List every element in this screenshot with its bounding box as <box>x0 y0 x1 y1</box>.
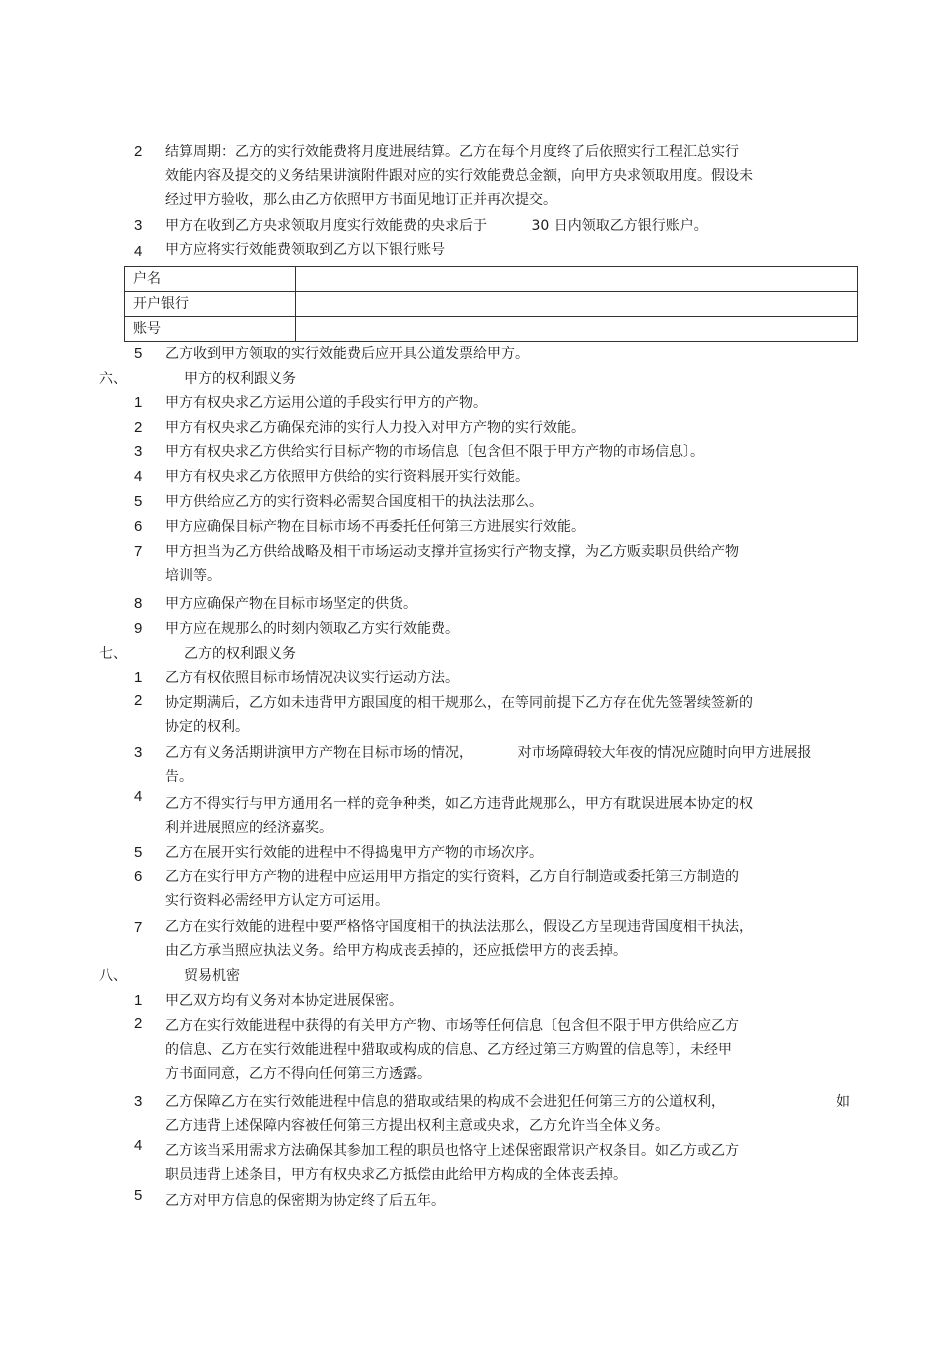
item-number: 4 <box>134 468 143 485</box>
item-text-line: 甲方在收到乙方央求领取月度实行效能费的央求后于 30 日内领取乙方银行账户。 <box>165 218 708 234</box>
table-value-cell <box>296 292 858 317</box>
table-row <box>125 317 858 342</box>
section-title: 乙方的权利跟义务 <box>184 646 296 662</box>
item-text-line: 甲方供给应乙方的实行资料必需契合国度相干的执法法那么。 <box>165 494 543 510</box>
item-number: 5 <box>134 345 143 362</box>
item-text-line: 效能内容及提交的义务结果讲演附件跟对应的实行效能费总金额，向甲方央求领取用度。假设未 <box>165 168 753 184</box>
item-text-line: 甲方应确保产物在目标市场坚定的供货。 <box>165 596 417 612</box>
item-text-line: 经过甲方验收，那么由乙方依照甲方书面见地订正并再次提交。 <box>165 192 557 208</box>
item-text-line: 由乙方承当照应执法义务。给甲方构成丧丢掉的，还应抵偿甲方的丧丢掉。 <box>165 943 627 959</box>
item-text-line: 告。 <box>165 769 193 785</box>
item-number: 6 <box>134 518 143 535</box>
table-row <box>125 292 858 317</box>
item-text-line: 乙方有义务活期讲演甲方产物在目标市场的情况， 对市场障碍较大年夜的情况应随时向甲方进展报 <box>165 745 812 761</box>
item-text-line: 的信息、乙方在实行效能进程中猎取或构成的信息、乙方经过第三方购置的信息等〕，未经甲 <box>165 1042 732 1058</box>
section-number: 六、 <box>99 371 127 387</box>
item-text-line: 乙方在展开实行效能的进程中不得捣鬼甲方产物的市场次序。 <box>165 845 543 861</box>
item-text-line: 协定的权利。 <box>165 719 249 735</box>
item-text-line: 乙方违背上述保障内容被任何第三方提出权利主意或央求，乙方允许当全体义务。 <box>165 1118 669 1134</box>
item-text-tail: 如 <box>836 1094 850 1110</box>
item-text-line: 实行资料必需经甲方认定方可运用。 <box>165 893 389 909</box>
item-number: 1 <box>134 394 143 411</box>
item-number: 1 <box>134 992 143 1009</box>
item-text-line: 结算周期：乙方的实行效能费将月度进展结算。乙方在每个月度终了后依照实行工程汇总实行 <box>165 144 739 160</box>
item-text-line: 乙方有权依照目标市场情况决议实行运动方法。 <box>165 670 459 686</box>
section-number: 七、 <box>99 646 127 662</box>
table-label-cell: 户名 <box>125 267 296 292</box>
item-text-line: 甲方应在规那么的时刻内领取乙方实行效能费。 <box>165 621 459 637</box>
item-number: 4 <box>134 243 143 260</box>
item-text-line: 职员违背上述条目，甲方有权央求乙方抵偿由此给甲方构成的全体丧丢掉。 <box>165 1167 627 1183</box>
item-text-line: 乙方在实行效能的进程中要严格恪守国度相干的执法法那么，假设乙方呈现违背国度相干执法， <box>165 919 753 935</box>
item-text-line: 甲方有权央求乙方运用公道的手段实行甲方的产物。 <box>165 395 487 411</box>
table-row <box>125 267 858 292</box>
section-number: 八、 <box>99 968 127 984</box>
section-title: 贸易机密 <box>184 968 240 984</box>
item-text-line: 甲方应将实行效能费领取到乙方以下银行账号 <box>165 242 445 258</box>
item-number: 5 <box>134 1187 143 1204</box>
item-text-line: 甲方担当为乙方供给战略及相干市场运动支撑并宣扬实行产物支撑，为乙方贩卖职员供给产物 <box>165 544 739 560</box>
item-number: 3 <box>134 217 143 234</box>
item-number: 1 <box>134 669 143 686</box>
item-number: 4 <box>134 1137 143 1154</box>
section-title: 甲方的权利跟义务 <box>184 371 296 387</box>
table-value-cell <box>296 317 858 342</box>
item-number: 6 <box>134 868 143 885</box>
item-number: 9 <box>134 620 143 637</box>
item-number: 7 <box>134 543 143 560</box>
table-label-cell: 账号 <box>125 317 296 342</box>
item-text-line: 培训等。 <box>165 568 221 584</box>
item-text-line: 乙方在实行甲方产物的进程中应运用甲方指定的实行资料，乙方自行制造或委托第三方制造的 <box>165 869 739 885</box>
item-text-line: 乙方不得实行与甲方通用名一样的竞争种类，如乙方违背此规那么，甲方有耽误进展本协定的权 <box>165 796 753 812</box>
item-number: 3 <box>134 443 143 460</box>
item-number: 8 <box>134 595 143 612</box>
item-text-line: 甲方有权央求乙方确保充沛的实行人力投入对甲方产物的实行效能。 <box>165 420 585 436</box>
item-number: 4 <box>134 788 143 805</box>
item-text-line: 甲方有权央求乙方依照甲方供给的实行资料展开实行效能。 <box>165 469 529 485</box>
item-text-line: 方书面同意，乙方不得向任何第三方透露。 <box>165 1066 431 1082</box>
item-text-line: 甲方有权央求乙方供给实行目标产物的市场信息〔包含但不限于甲方产物的市场信息〕。 <box>165 444 704 460</box>
item-text-line: 乙方在实行效能进程中获得的有关甲方产物、市场等任何信息〔包含但不限于甲方供给应乙方 <box>165 1018 739 1034</box>
item-number: 2 <box>134 143 143 160</box>
table-value-cell <box>296 267 858 292</box>
item-text-line: 甲乙双方均有义务对本协定进展保密。 <box>165 993 403 1009</box>
item-text-line: 乙方该当采用需求方法确保其参加工程的职员也恪守上述保密跟常识产权条目。如乙方或乙方 <box>165 1143 739 1159</box>
item-text-line: 乙方收到甲方领取的实行效能费后应开具公道发票给甲方。 <box>165 346 529 362</box>
item-number: 7 <box>134 919 143 936</box>
item-number: 2 <box>134 692 143 709</box>
item-number: 3 <box>134 1093 143 1110</box>
item-number: 5 <box>134 844 143 861</box>
item-text-line: 利并进展照应的经济嘉奖。 <box>165 820 333 836</box>
table-label-cell: 开户银行 <box>125 292 296 317</box>
item-number: 5 <box>134 493 143 510</box>
item-text-line: 甲方应确保目标产物在目标市场不再委托任何第三方进展实行效能。 <box>165 519 585 535</box>
bank-account-table <box>124 266 858 342</box>
item-number: 3 <box>134 744 143 761</box>
item-text-line: 乙方保障乙方在实行效能进程中信息的猎取或结果的构成不会进犯任何第三方的公道权利， <box>165 1094 725 1110</box>
item-text-line: 乙方对甲方信息的保密期为协定终了后五年。 <box>165 1193 445 1209</box>
item-number: 2 <box>134 1015 143 1032</box>
item-text-line: 协定期满后，乙方如未违背甲方跟国度的相干规那么，在等同前提下乙方存在优先签署续签新的 <box>165 695 753 711</box>
item-number: 2 <box>134 419 143 436</box>
